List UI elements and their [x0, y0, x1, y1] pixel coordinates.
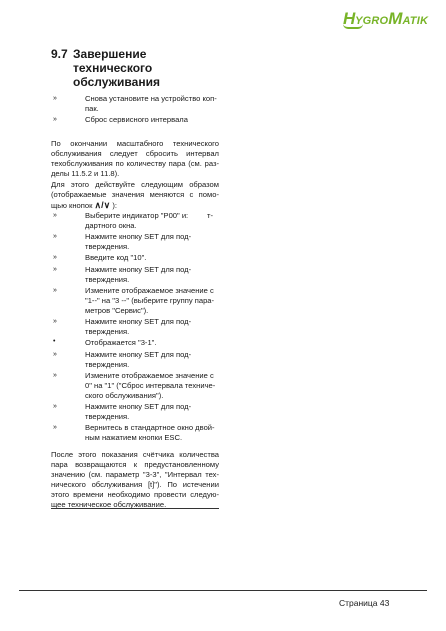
paragraph-line: делы 11.5.2 и 11.8).	[51, 169, 120, 178]
list-item-text: Нажмите кнопку SET для под-	[85, 317, 192, 326]
paragraph-line: После этого показания счётчика количества	[51, 450, 219, 459]
list-item-text: метров "Сервис").	[85, 306, 149, 315]
bullet-icon: »	[53, 372, 57, 379]
paragraph-line: Для этого действуйте следующим образом	[51, 180, 219, 189]
footer-divider	[19, 590, 427, 591]
list-item-text: Измените отображаемое значение с	[85, 286, 214, 295]
bullet-icon: »	[53, 212, 57, 219]
bullet-icon: »	[53, 403, 57, 410]
paragraph	[51, 139, 219, 179]
paragraph-line: значению (см. параметр "3-3", "Интервал тех-	[51, 470, 219, 479]
bullet-icon: »	[53, 424, 57, 431]
paragraph-line: По окончании масштабного технического	[51, 139, 219, 148]
list-item-text: Нажмите кнопку SET для под-	[85, 265, 192, 274]
list-item-text: Нажмите кнопку SET для под-	[85, 402, 192, 411]
list-item-text: тверждения.	[85, 327, 130, 336]
paragraph-line: этого времени необходимо провести следую-	[51, 490, 219, 499]
paragraph-line: пара возвращаются к предустановленному	[51, 460, 219, 469]
section-divider	[51, 508, 219, 509]
paragraph-line: техобслуживания по количеству пара (см. раз-	[51, 159, 219, 168]
paragraph-line: обслуживания следует сбросить интервал	[51, 149, 219, 158]
bullet-icon: »	[53, 233, 57, 240]
paragraph-line	[51, 200, 219, 211]
paragraph-text: ):	[112, 201, 117, 210]
paragraph	[51, 450, 219, 510]
section-title	[73, 47, 220, 89]
list-item-text: Нажмите кнопку SET для под-	[85, 350, 192, 359]
list-item-text: Нажмите кнопку SET для под-	[85, 232, 192, 241]
list-item-text-part: т-	[207, 211, 214, 220]
logo-swoosh-icon	[343, 24, 363, 29]
bullet-icon: »	[53, 254, 57, 261]
list-item-text: Введите код "10".	[85, 253, 147, 262]
bullet-icon: »	[53, 116, 57, 123]
list-item-text: 0" на "1" ("Сброс интервала техниче-	[85, 381, 216, 390]
paragraph	[51, 180, 219, 211]
list-item-text-part: Выберите индикатор "P00" и:	[85, 211, 189, 220]
logo-letters-atik: ATIK	[402, 15, 429, 27]
up-down-arrows-icon: ∧/∨	[94, 200, 111, 210]
list-item-text: тверждения.	[85, 412, 130, 421]
paragraph-line: (отображаемые значения меняются с помо-	[51, 190, 219, 199]
list-item-text: дартного окна.	[85, 221, 137, 230]
list-item-text: Снова установите на устройство коп-	[85, 94, 217, 103]
list-item-text: Отображается "3-1".	[85, 338, 157, 347]
page-number: Страница 43	[339, 598, 390, 608]
logo-letters-ygro: YGRO	[355, 15, 389, 27]
logo-letter-m: M	[388, 9, 403, 28]
list-item-text: тверждения.	[85, 360, 130, 369]
list-item-text: тверждения.	[85, 275, 130, 284]
bullet-icon: »	[53, 266, 57, 273]
list-item-text: "1--" на "3 --" (выберите группу пара-	[85, 296, 215, 305]
list-item-text: ным нажатием кнопки ESC.	[85, 433, 183, 442]
list-item-text: Измените отображаемое значение с	[85, 371, 214, 380]
logo-letter-h: H	[343, 9, 356, 28]
paragraph-line: нического обслуживания [t]"). По истечении	[51, 480, 219, 489]
list-item-text	[85, 211, 221, 221]
bullet-icon: »	[53, 318, 57, 325]
list-item-text: Сброс сервисного интервала	[85, 115, 188, 124]
paragraph-text: щью кнопок	[51, 201, 93, 210]
bullet-icon: »	[53, 351, 57, 358]
section-number: 9.7	[51, 47, 68, 61]
paragraph-line: щее техническое обслуживание.	[51, 500, 167, 509]
list-item-text: тверждения.	[85, 242, 130, 251]
section-title-line-2: обслуживания	[73, 75, 160, 89]
list-item-text: Вернитесь в стандартное окно двой-	[85, 423, 215, 432]
dot-bullet-icon: •	[53, 338, 56, 345]
bullet-icon: »	[53, 287, 57, 294]
bullet-icon: »	[53, 95, 57, 102]
section-title-line-1: Завершение технического	[73, 47, 153, 75]
list-item-text: ского обслуживания").	[85, 391, 164, 400]
list-item-text: пак.	[85, 104, 99, 113]
